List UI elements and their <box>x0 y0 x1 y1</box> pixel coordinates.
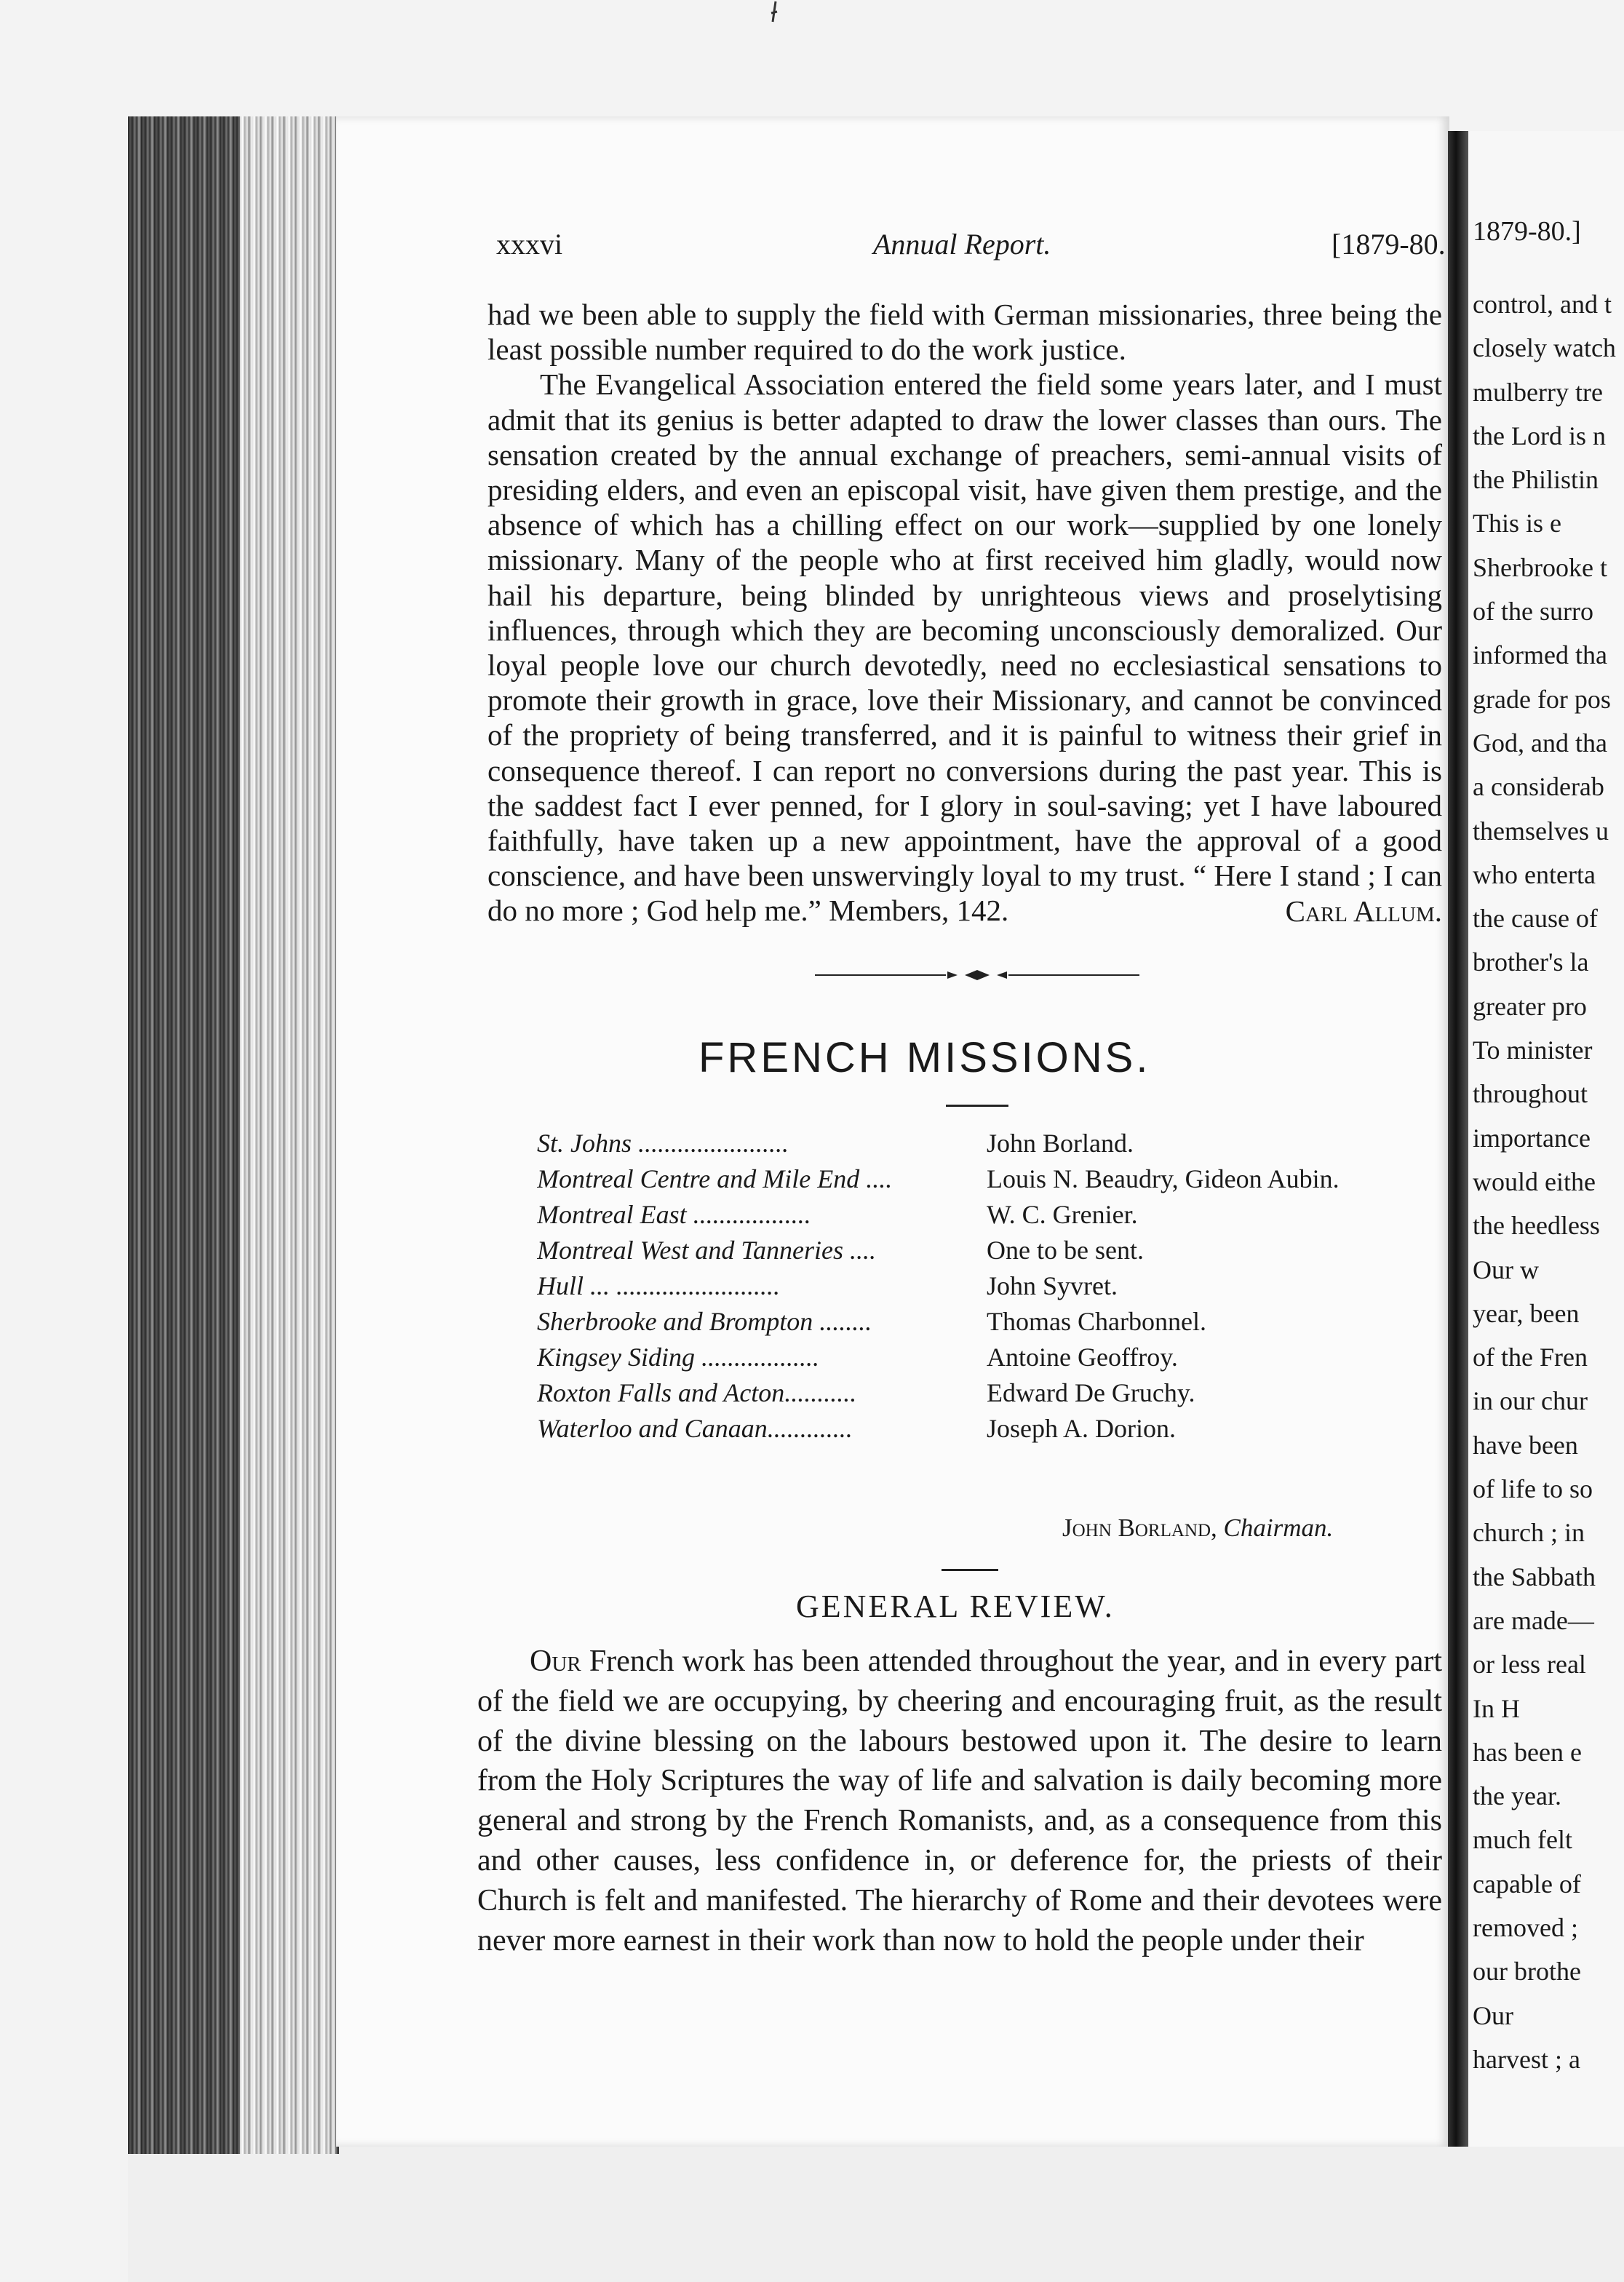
facing-line: capable of <box>1473 1869 1581 1899</box>
facing-line: have been <box>1473 1430 1578 1460</box>
station-missionary: Louis N. Beaudry, Gideon Aubin. <box>987 1164 1340 1193</box>
facing-line: importance <box>1473 1123 1591 1153</box>
report-paragraph-2: The Evangelical Association entered the field some years later, and I must admit that its genius is better adapted to draw the lower classes than ours. The sensation created by the annual exchange of preachers, semi-annual visits of presiding elders, and even an episcopal visit, have given them prestige, and the absence of which has a chilling effect on our work—supplied by one lonely missionary. Many of the people who at first received him gladly, would now hail his departure, being blinded by unrighteous views and proselytising influences, through which they are becoming unconsciously demoralized. Our loyal people love our church devotedly, need no ecclesiastical sensations to promote their growth in grace, love their Missionary, and cannot be convinced of the propriety of being transferred, and it is painful to witness their grief in consequence thereof. I can report no conversions during the past year. This is the saddest fact I ever penned, for I glory in soul-saving; yet I have laboured faithfully, have taken up a new appointment, have the approval of a good conscience, and have been unswervingly loyal to my trust. “ Here I stand ; I can do no more ; God help me.” Members, 142. <box>487 367 1442 928</box>
facing-line: much felt <box>1473 1825 1572 1855</box>
facing-line: mulberry tre <box>1473 377 1603 407</box>
facing-line: greater pro <box>1473 991 1587 1021</box>
station-name: Sherbrooke and Brompton ........ <box>537 1306 872 1336</box>
review-title: GENERAL REVIEW. <box>796 1589 1115 1624</box>
facing-line: the Lord is n <box>1473 421 1606 450</box>
facing-line: who enterta <box>1473 859 1596 889</box>
facing-line: would eithe <box>1473 1166 1596 1196</box>
facing-line: Our <box>1473 2000 1513 2030</box>
station-name: Waterloo and Canaan............. <box>537 1413 853 1443</box>
review-rule <box>942 1569 998 1571</box>
station-name: Kingsey Siding .................. <box>537 1342 819 1372</box>
facing-line: God, and tha <box>1473 728 1607 758</box>
facing-line: of life to so <box>1473 1474 1593 1504</box>
facing-line: Sherbrooke t <box>1473 552 1607 582</box>
station-row <box>537 1339 1454 1375</box>
station-row <box>537 1125 1454 1161</box>
station-name: Hull ... ......................... <box>537 1271 781 1300</box>
facing-line: of the Fren <box>1473 1343 1588 1372</box>
report-paragraph-1: had we been able to supply the field with German missionaries, three being the least possible number required to do the work justice. <box>487 298 1442 367</box>
station-list <box>537 1125 1454 1446</box>
title-rule <box>946 1105 1008 1107</box>
chairman-role: Chairman. <box>1223 1514 1334 1542</box>
facing-line: a considerab <box>1473 772 1604 802</box>
page-number: xxxvi <box>496 228 563 261</box>
scan-mark <box>767 0 781 31</box>
facing-line: harvest ; a <box>1473 2044 1580 2074</box>
facing-line: in our chur <box>1473 1386 1588 1416</box>
facing-line: throughout <box>1473 1079 1588 1109</box>
station-missionary: John Borland. <box>987 1128 1134 1158</box>
chairman-line <box>1062 1514 1333 1543</box>
facing-page-text <box>1473 282 1616 2081</box>
facing-line: of the surro <box>1473 597 1593 627</box>
facing-page-header: 1879-80.] <box>1473 216 1581 247</box>
scan-bottom-margin <box>128 2147 1624 2282</box>
station-row <box>537 1268 1454 1303</box>
station-row <box>537 1196 1454 1232</box>
review-paragraph <box>477 1642 1442 1960</box>
book-page-edges-light <box>240 116 335 2154</box>
station-name: Montreal East .................. <box>537 1199 811 1229</box>
facing-line: our brothe <box>1473 1957 1581 1987</box>
station-name: Montreal West and Tanneries .... <box>537 1235 877 1265</box>
section-title: FRENCH MISSIONS. <box>698 1034 1151 1081</box>
station-row <box>537 1303 1454 1339</box>
station-name: Roxton Falls and Acton........... <box>537 1377 857 1407</box>
facing-line: the cause of <box>1473 904 1598 934</box>
facing-line: themselves u <box>1473 816 1609 846</box>
station-row <box>537 1232 1454 1268</box>
facing-line: year, been <box>1473 1298 1580 1328</box>
facing-line: the Sabbath <box>1473 1562 1596 1591</box>
facing-line: In H <box>1473 1693 1520 1723</box>
review-text: French work has been attended throughout the year, and in every part of the field we are occupying, by cheering and encouraging fruit, as the result of the divine blessing on the labours bestowed upon it. The desire to learn from the Holy Scriptures the way of life and salvation is daily becoming more general and strong by the French Romanists, and, as a consequence from this and other causes, less confidence in, or deference for, the priests of their Church is felt and manifested. The hierarchy of Rome and their devotees were never more earnest in their work than now to hold the people under their <box>477 1645 1443 1957</box>
station-missionary: Edward De Gruchy. <box>987 1377 1195 1407</box>
station-missionary: Antoine Geoffroy. <box>987 1342 1178 1372</box>
station-row <box>537 1161 1454 1196</box>
facing-line: the year. <box>1473 1781 1561 1811</box>
facing-line: the Philistin <box>1473 465 1599 495</box>
facing-line: closely watch <box>1473 333 1616 363</box>
facing-line: control, and t <box>1473 290 1612 319</box>
signature: Carl Allum. <box>1285 894 1442 928</box>
facing-line: the heedless <box>1473 1211 1600 1241</box>
facing-line: This is e <box>1473 509 1561 538</box>
review-lead-word: Our <box>530 1645 581 1678</box>
facing-line: Our w <box>1473 1255 1539 1284</box>
facing-line: or less real <box>1473 1650 1586 1679</box>
section-divider-ornament <box>815 968 1139 982</box>
chairman-name: John Borland, <box>1062 1514 1217 1542</box>
facing-line: church ; in <box>1473 1518 1585 1548</box>
station-row <box>537 1410 1454 1446</box>
facing-line: removed ; <box>1473 1912 1578 1942</box>
station-missionary: John Syvret. <box>987 1271 1118 1300</box>
facing-line: grade for pos <box>1473 684 1611 714</box>
station-missionary: Joseph A. Dorion. <box>987 1413 1176 1443</box>
station-missionary: One to be sent. <box>987 1235 1144 1265</box>
station-row <box>537 1375 1454 1410</box>
facing-line: brother's la <box>1473 947 1589 977</box>
station-name: St. Johns ....................... <box>537 1128 789 1158</box>
header-year: [1879-80. <box>1332 228 1446 261</box>
facing-line: are made— <box>1473 1605 1594 1635</box>
station-missionary: W. C. Grenier. <box>987 1199 1138 1229</box>
facing-line: has been e <box>1473 1737 1582 1767</box>
station-missionary: Thomas Charbonnel. <box>987 1306 1206 1336</box>
running-title: Annual Report. <box>873 228 1051 261</box>
facing-line: To minister <box>1473 1035 1593 1065</box>
report-continuation <box>487 297 1442 929</box>
station-name: Montreal Centre and Mile End .... <box>537 1164 893 1193</box>
facing-line: informed tha <box>1473 640 1607 670</box>
